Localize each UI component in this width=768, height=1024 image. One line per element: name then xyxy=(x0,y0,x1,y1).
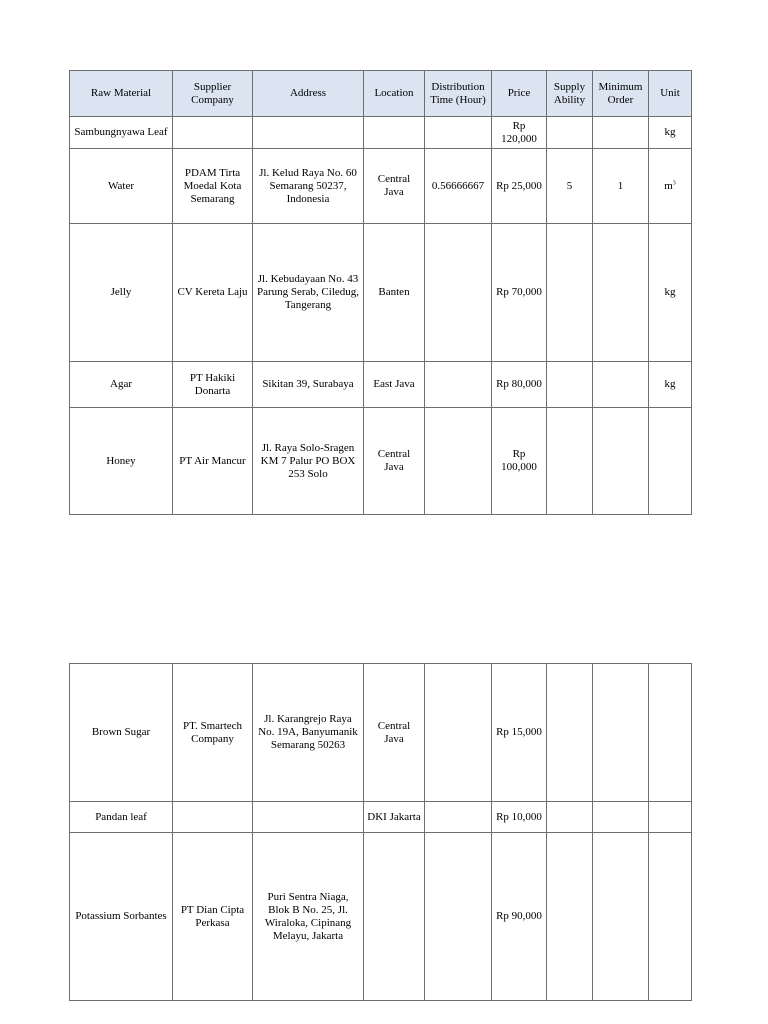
cell-distribution-time xyxy=(425,408,492,515)
header-unit: Unit xyxy=(649,71,692,117)
cell-location: DKI Jakarta xyxy=(364,802,425,833)
cell-distribution-time xyxy=(425,833,492,1001)
cell-minimum-order xyxy=(593,362,649,408)
cell-minimum-order xyxy=(593,664,649,802)
cell-supply-ability xyxy=(547,802,593,833)
table-row xyxy=(70,224,692,362)
table-row xyxy=(70,802,692,833)
cell-address xyxy=(253,117,364,149)
cell-supplier: CV Kereta Laju xyxy=(173,224,253,362)
cell-supply-ability xyxy=(547,833,593,1001)
cell-material: Jelly xyxy=(70,224,173,362)
cell-supplier xyxy=(173,117,253,149)
cell-supplier: PDAM Tirta Moedal Kota Semarang xyxy=(173,149,253,224)
cell-distribution-time xyxy=(425,224,492,362)
cell-location: Central Java xyxy=(364,149,425,224)
cell-distribution-time xyxy=(425,802,492,833)
cell-location xyxy=(364,833,425,1001)
table-row xyxy=(70,833,692,1001)
cell-unit: kg xyxy=(649,362,692,408)
cell-supply-ability xyxy=(547,117,593,149)
cell-location: Central Java xyxy=(364,664,425,802)
cell-unit: kg xyxy=(649,117,692,149)
table-row xyxy=(70,408,692,515)
cell-price: Rp 15,000 xyxy=(492,664,547,802)
cell-supply-ability xyxy=(547,664,593,802)
header-supplier-company: Supplier Company xyxy=(173,71,253,117)
cell-minimum-order: 1 xyxy=(593,149,649,224)
cell-material: Honey xyxy=(70,408,173,515)
cell-price: Rp 70,000 xyxy=(492,224,547,362)
raw-material-table-page-1 xyxy=(69,70,692,515)
cell-location: Central Java xyxy=(364,408,425,515)
cell-unit xyxy=(649,802,692,833)
cell-supplier: PT Dian Cipta Perkasa xyxy=(173,833,253,1001)
cell-material: Brown Sugar xyxy=(70,664,173,802)
cell-address: Puri Sentra Niaga, Blok B No. 25, Jl. Wiraloka, Cipinang Melayu, Jakarta xyxy=(253,833,364,1001)
cell-location: East Java xyxy=(364,362,425,408)
cell-supplier: PT Air Mancur xyxy=(173,408,253,515)
table-row xyxy=(70,362,692,408)
cell-minimum-order xyxy=(593,224,649,362)
table-row xyxy=(70,149,692,224)
cell-material: Agar xyxy=(70,362,173,408)
cell-address: Jl. Raya Solo-Sragen KM 7 Palur PO BOX 253 Solo xyxy=(253,408,364,515)
header-address: Address xyxy=(253,71,364,117)
cell-unit xyxy=(649,833,692,1001)
cell-price: Rp 90,000 xyxy=(492,833,547,1001)
cell-minimum-order xyxy=(593,833,649,1001)
cell-unit: kg xyxy=(649,224,692,362)
cell-unit xyxy=(649,664,692,802)
raw-material-table-page-2 xyxy=(69,663,692,1001)
cell-location xyxy=(364,117,425,149)
cell-location: Banten xyxy=(364,224,425,362)
cell-price: Rp 80,000 xyxy=(492,362,547,408)
cell-distribution-time: 0.56666667 xyxy=(425,149,492,224)
unit-text: m xyxy=(664,179,673,192)
cell-address xyxy=(253,802,364,833)
cell-price: Rp 100,000 xyxy=(492,408,547,515)
header-raw-material: Raw Material xyxy=(70,71,173,117)
cell-address: Sikitan 39, Surabaya xyxy=(253,362,364,408)
header-supply-ability: Supply Ability xyxy=(547,71,593,117)
cell-material: Pandan leaf xyxy=(70,802,173,833)
cell-price: Rp 25,000 xyxy=(492,149,547,224)
unit-superscript: 3 xyxy=(672,179,676,186)
cell-supplier: PT Hakiki Donarta xyxy=(173,362,253,408)
cell-distribution-time xyxy=(425,664,492,802)
header-location: Location xyxy=(364,71,425,117)
cell-supply-ability xyxy=(547,408,593,515)
cell-unit xyxy=(649,149,692,224)
header-minimum-order: Minimum Order xyxy=(593,71,649,117)
cell-address: Jl. Kelud Raya No. 60 Semarang 50237, Indonesia xyxy=(253,149,364,224)
cell-supplier: PT. Smartech Company xyxy=(173,664,253,802)
cell-supply-ability xyxy=(547,362,593,408)
cell-unit xyxy=(649,408,692,515)
cell-address: Jl. Karangrejo Raya No. 19A, Banyumanik Semarang 50263 xyxy=(253,664,364,802)
cell-supplier xyxy=(173,802,253,833)
cell-material: Water xyxy=(70,149,173,224)
cell-price: Rp 120,000 xyxy=(492,117,547,149)
cell-material: Potassium Sorbantes xyxy=(70,833,173,1001)
cell-address: Jl. Kebudayaan No. 43 Parung Serab, Ciledug, Tangerang xyxy=(253,224,364,362)
cell-supply-ability xyxy=(547,224,593,362)
table-row xyxy=(70,117,692,149)
cell-minimum-order xyxy=(593,408,649,515)
header-price: Price xyxy=(492,71,547,117)
cell-minimum-order xyxy=(593,802,649,833)
cell-distribution-time xyxy=(425,362,492,408)
cell-minimum-order xyxy=(593,117,649,149)
cell-distribution-time xyxy=(425,117,492,149)
header-row xyxy=(70,71,692,117)
header-distribution-time: Distribution Time (Hour) xyxy=(425,71,492,117)
cell-material: Sambungnyawa Leaf xyxy=(70,117,173,149)
cell-supply-ability: 5 xyxy=(547,149,593,224)
table-row xyxy=(70,664,692,802)
cell-price: Rp 10,000 xyxy=(492,802,547,833)
